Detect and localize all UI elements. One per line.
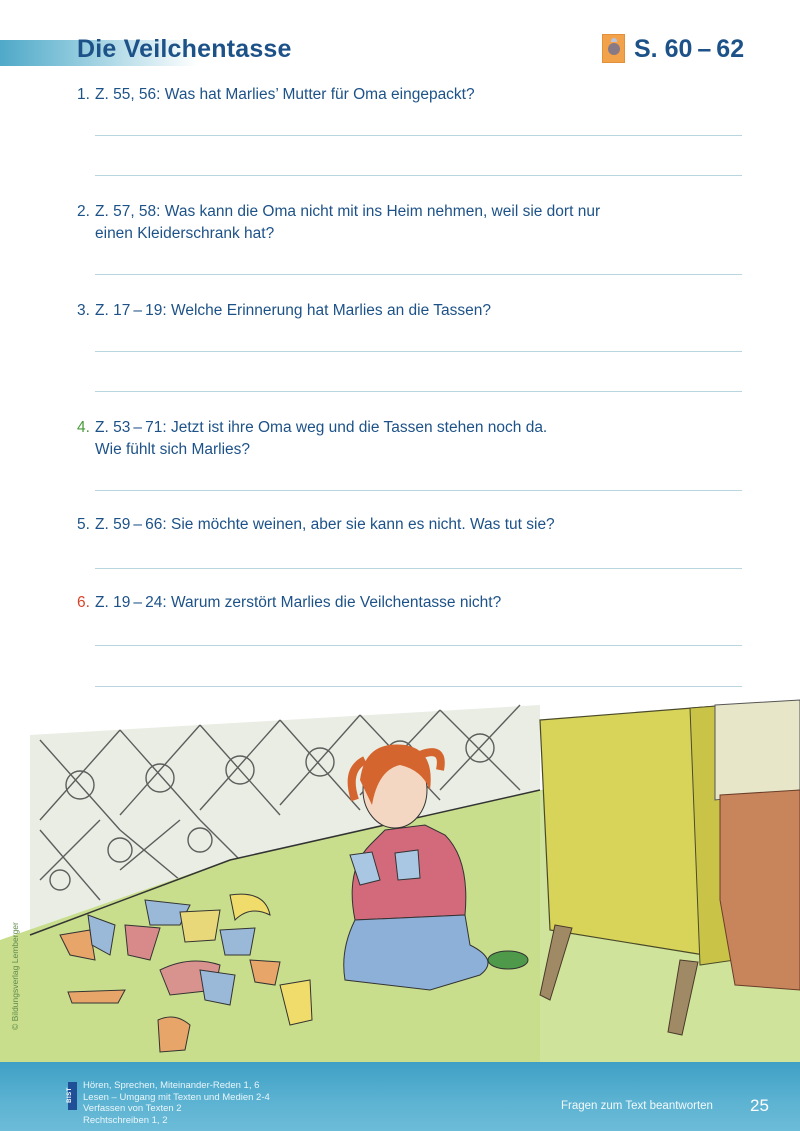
- standard-item: Verfassen von Texten 2: [83, 1103, 182, 1114]
- footer-topic: Fragen zum Text beantworten: [561, 1100, 713, 1112]
- answer-line-2a[interactable]: [95, 274, 742, 275]
- question-6: [77, 592, 501, 614]
- answer-line-1a[interactable]: [95, 135, 742, 136]
- answer-line-1b[interactable]: [95, 175, 742, 176]
- page-title: Die Veilchentasse: [77, 35, 292, 63]
- answer-line-5a[interactable]: [95, 568, 742, 569]
- answer-line-3b[interactable]: [95, 391, 742, 392]
- answer-line-3a[interactable]: [95, 351, 742, 352]
- question-number: 5.: [77, 516, 90, 533]
- page-reference: S. 60 – 62: [634, 35, 745, 63]
- answer-line-4a[interactable]: [95, 490, 742, 491]
- question-text: Z. 57, 58: Was kann die Oma nicht mit ins Heim nehmen, weil sie dort nur: [95, 203, 601, 220]
- question-number: 4.: [77, 419, 90, 436]
- book-cover-icon: [602, 34, 625, 63]
- question-text: Z. 53 – 71: Jetzt ist ihre Oma weg und die Tassen stehen noch da.: [95, 419, 548, 436]
- standard-item: Rechtschreiben 1, 2: [83, 1114, 168, 1126]
- question-5: [77, 514, 555, 536]
- standard-item: Lesen – Umgang mit Texten und Medien 2-4: [83, 1091, 270, 1103]
- question-text-continuation: Wie fühlt sich Marlies?: [95, 441, 251, 458]
- question-number: 1.: [77, 86, 90, 103]
- question-number: 6.: [77, 594, 90, 611]
- question-text-continuation: einen Kleiderschrank hat?: [95, 225, 275, 242]
- bist-badge: BIST: [68, 1082, 77, 1110]
- question-number: 3.: [77, 302, 90, 319]
- curriculum-standards: [83, 1080, 270, 1126]
- page-number: 25: [750, 1096, 769, 1115]
- standard-item: Hören, Sprechen, Miteinander-Reden 1, 6: [83, 1080, 260, 1091]
- question-4: [77, 417, 547, 461]
- question-3: [77, 300, 491, 322]
- question-2: [77, 201, 600, 245]
- answer-line-6a[interactable]: [95, 645, 742, 646]
- question-text: Z. 59 – 66: Sie möchte weinen, aber sie kann es nicht. Was tut sie?: [95, 516, 555, 533]
- question-text: Z. 17 – 19: Welche Erinnerung hat Marlies an die Tassen?: [95, 302, 491, 319]
- copyright-notice: © Bildungsverlag Lemberger: [10, 922, 20, 1030]
- question-number: 2.: [77, 203, 90, 220]
- answer-line-6b[interactable]: [95, 686, 742, 687]
- question-1: [77, 84, 475, 106]
- question-text: Z. 55, 56: Was hat Marlies’ Mutter für Oma eingepackt?: [95, 86, 475, 103]
- question-text: Z. 19 – 24: Warum zerstört Marlies die Veilchentasse nicht?: [95, 594, 502, 611]
